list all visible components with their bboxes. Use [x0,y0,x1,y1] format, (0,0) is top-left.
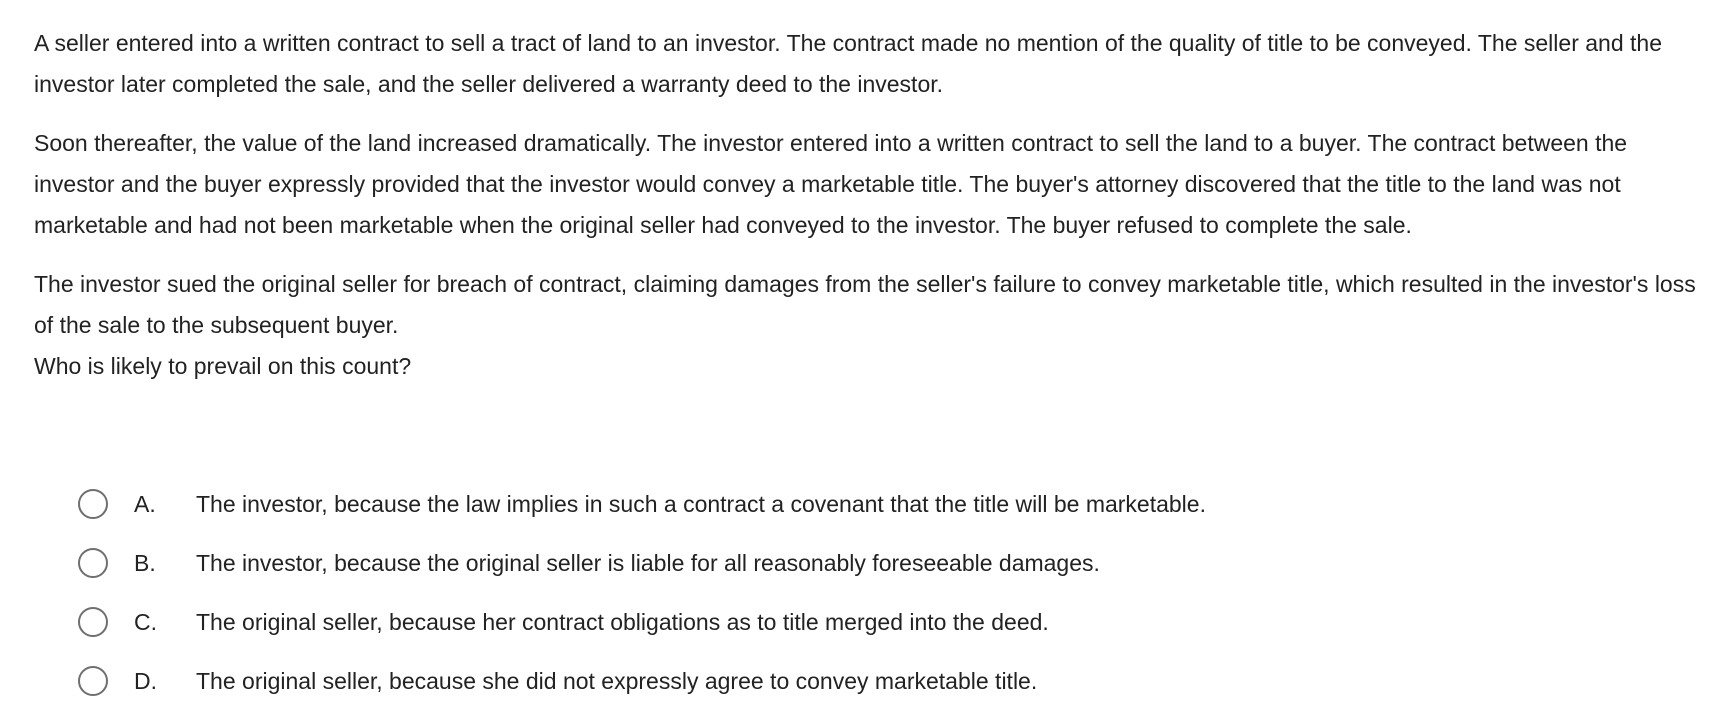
choice-letter-a: A. [134,490,156,517]
stem-paragraph-2: Soon thereafter, the value of the land increased dramatically. The investor entered into a written contract to sell the land to a buyer. The contract between the investor and the buyer expressly provided that the investor would convey a marketable title. The buyer's attorney discovered that the title to the land was not marketable and had not been marketable when the original seller had conveyed to the investor. The buyer refused to complete the sale. [34,130,1628,238]
radio-button-a[interactable] [78,489,108,519]
choice-text-a: The investor, because the law implies in such a contract a covenant that the title will be marketable. [196,490,1206,517]
answer-choices [78,474,1678,710]
choice-text-c: The original seller, because her contract obligations as to title merged into the deed. [196,608,1049,635]
choice-letter-c: C. [134,608,157,635]
choice-letter-b: B. [134,549,156,576]
choice-a[interactable] [78,474,1678,533]
stem-paragraph-1: A seller entered into a written contract to sell a tract of land to an investor. The contract made no mention of the quality of title to be conveyed. The seller and the investor later completed the sale, and the seller delivered a warranty deed to the investor. [34,30,1662,97]
choice-text-b: The investor, because the original seller is liable for all reasonably foreseeable damages. [196,549,1100,576]
choice-b[interactable] [78,533,1678,592]
radio-button-d[interactable] [78,666,108,696]
radio-button-c[interactable] [78,607,108,637]
question-prompt: Who is likely to prevail on this count? [34,353,412,379]
choice-text-d: The original seller, because she did not expressly agree to convey marketable title. [196,667,1038,694]
stem-paragraph-3: The investor sued the original seller for breach of contract, claiming damages from the seller's failure to convey marketable title, which resulted in the investor's loss of the sale to the subsequent buyer. [34,271,1696,338]
choice-letter-d: D. [134,667,157,694]
radio-button-b[interactable] [78,548,108,578]
choice-d[interactable] [78,651,1678,710]
choice-c[interactable] [78,592,1678,651]
question-stem [34,23,1698,387]
